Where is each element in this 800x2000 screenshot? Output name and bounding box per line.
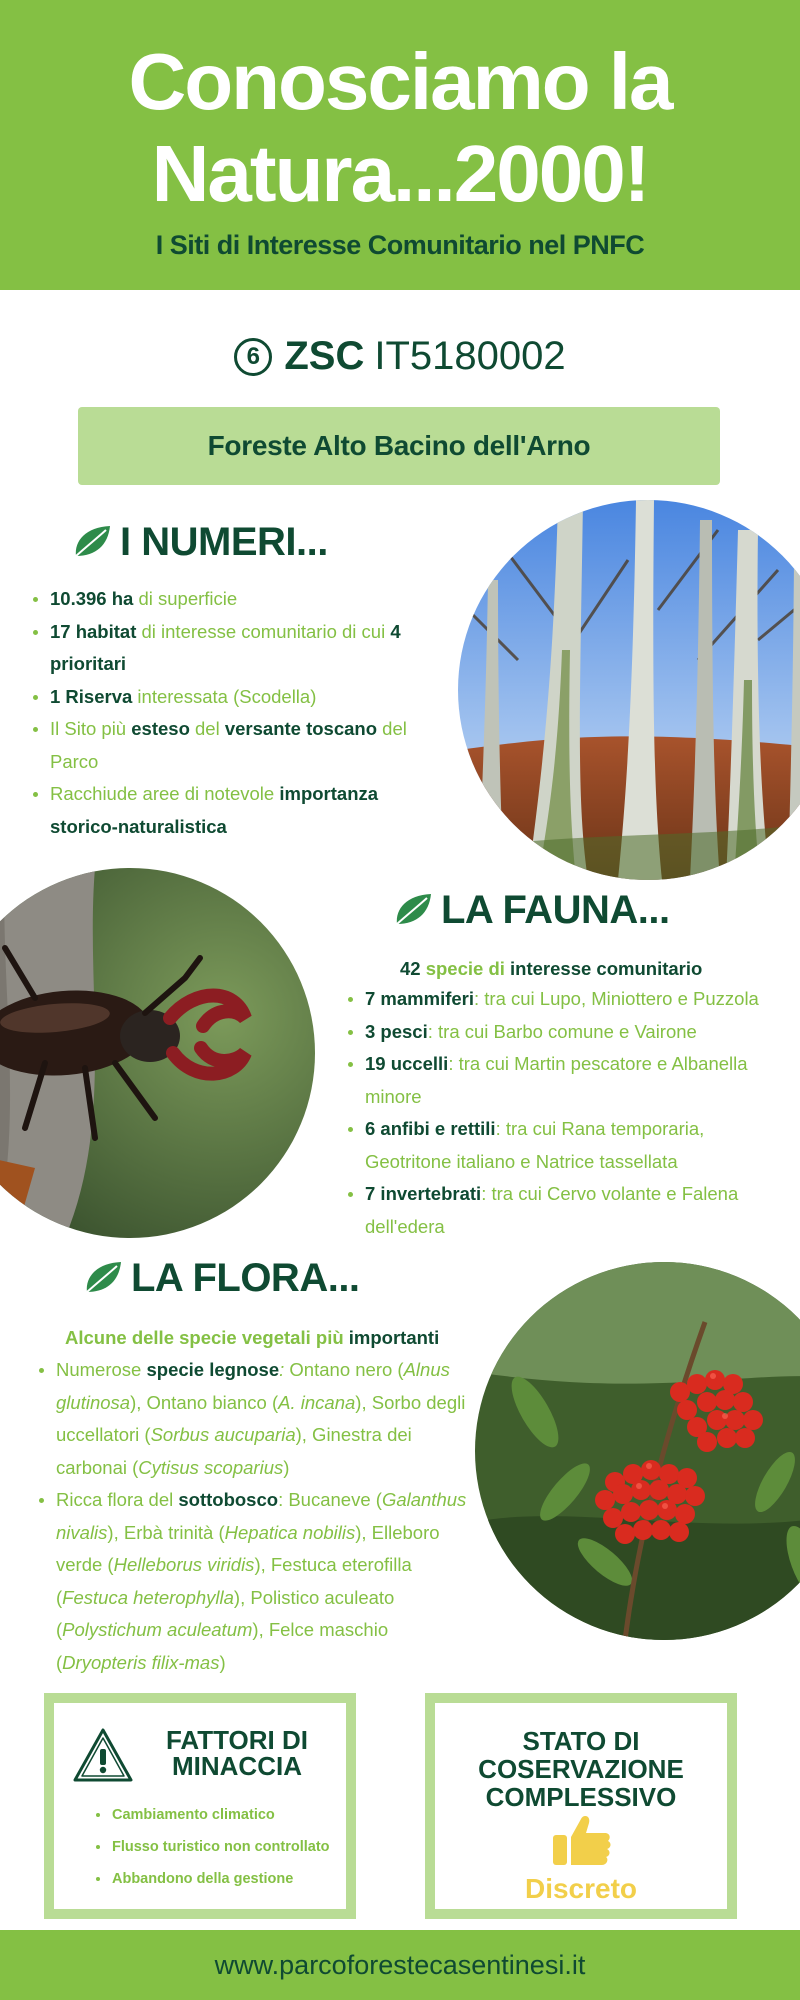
text-segment: di interesse comunitario di cui <box>136 620 391 642</box>
text-segment: : <box>279 1359 290 1380</box>
site-name-box: Foreste Alto Bacino dell'Arno <box>78 407 720 485</box>
text-segment: Sorbus aucuparia <box>150 1424 296 1445</box>
flora-title <box>83 1256 360 1301</box>
site-type: ZSC <box>284 334 365 378</box>
rowan-berries-image <box>475 1262 800 1640</box>
site-code-line <box>0 334 800 379</box>
beech-forest-image <box>458 500 800 880</box>
list-item <box>30 616 440 681</box>
text-segment: Ontano nero ( <box>289 1359 404 1380</box>
threat-item: Cambiamento climatico <box>94 1799 354 1831</box>
fauna-intro <box>400 958 702 980</box>
list-item <box>345 1016 785 1049</box>
text-segment: Dryopteris filix-mas <box>62 1651 220 1673</box>
list-item <box>345 983 785 1016</box>
text-segment: : tra cui Rana temporaria, Geotritone italiano e Natrice tassellata <box>365 1118 705 1172</box>
text-segment: ), Felce maschio ( <box>56 1619 389 1673</box>
threats-box <box>44 1693 356 1919</box>
text-segment: : tra cui Cervo volante e Falena dell'edera <box>365 1183 739 1237</box>
leaf-icon <box>393 891 433 927</box>
text-segment: ), Elleboro verde ( <box>56 1521 440 1575</box>
text-segment: del Parco <box>50 718 407 772</box>
text-segment: Cytisus scoparius <box>138 1456 284 1478</box>
list-item <box>30 583 440 616</box>
text-segment: sottobosco <box>178 1489 279 1510</box>
fauna-list <box>345 983 785 1243</box>
text-segment: ) <box>283 1456 290 1478</box>
text-segment: ), Polistico aculeato ( <box>56 1586 395 1640</box>
stag-beetle-image <box>0 868 315 1238</box>
text-segment: Racchiude aree di notevole <box>50 783 280 804</box>
status-value: Discreto <box>524 1873 638 1904</box>
list-item <box>345 1048 785 1113</box>
text-segment: di superficie <box>133 588 238 609</box>
text-segment: interessata (Scodella) <box>132 685 317 707</box>
text-segment: 10.396 ha <box>50 588 134 609</box>
flora-intro <box>65 1327 439 1349</box>
text-segment: del <box>189 718 225 739</box>
text-segment: Galanthus nivalis <box>56 1489 467 1543</box>
page-subtitle: I Siti di Interesse Comunitario nel PNFC <box>155 230 645 260</box>
list-item <box>30 778 440 843</box>
list-item <box>345 1113 785 1178</box>
thumbs-up-icon <box>551 1811 613 1867</box>
text-segment: ), Ontano bianco ( <box>130 1391 279 1413</box>
numeri-title <box>72 520 328 565</box>
list-item <box>36 1354 481 1484</box>
text-segment: importanza storico-naturalistica <box>50 783 379 837</box>
text-segment: specie legnose <box>146 1359 280 1380</box>
status-title <box>435 1727 727 1811</box>
threats-title-line2: MINACCIA <box>172 1751 302 1781</box>
forest-photo <box>458 500 800 880</box>
page-title-line1: Conosciamo la <box>128 37 672 126</box>
threats-list <box>94 1799 354 1895</box>
list-item <box>36 1484 481 1679</box>
text-segment: A. incana <box>278 1391 356 1413</box>
text-segment: Hepatica nobilis <box>224 1521 356 1543</box>
status-title-line3: COMPLESSIVO <box>485 1782 677 1812</box>
threat-item: Abbandono della gestione <box>94 1863 354 1895</box>
list-item <box>345 1178 785 1243</box>
text-segment: Il Sito più <box>50 718 132 739</box>
text-segment: 19 uccelli <box>365 1053 449 1074</box>
text-segment: Numerose <box>56 1359 147 1380</box>
site-code: IT5180002 <box>374 334 566 378</box>
text-segment: Alcune delle specie vegetali più <box>65 1327 349 1348</box>
text-segment: Festuca heterophylla <box>62 1586 234 1608</box>
list-item <box>30 713 440 778</box>
text-segment: : Bucaneve ( <box>278 1489 382 1510</box>
fauna-title <box>393 888 670 933</box>
text-segment: 42 <box>400 958 421 979</box>
text-segment: 4 prioritari <box>50 620 401 674</box>
text-segment: 3 pesci <box>365 1020 428 1042</box>
text-segment: interesse comunitario <box>510 958 703 979</box>
text-segment: 1 Riserva <box>50 685 133 707</box>
text-segment: : tra cui Lupo, Miniottero e Puzzola <box>474 988 759 1009</box>
text-segment: Alnus glutinosa <box>56 1359 450 1413</box>
text-segment: Polystichum aculeatum <box>62 1619 253 1640</box>
text-segment: ), Festuca eterofilla ( <box>56 1554 412 1608</box>
fauna-title-text: LA FAUNA... <box>441 888 670 932</box>
text-segment: ), Sorbo degli uccellatori ( <box>56 1391 466 1445</box>
threat-item: Flusso turistico non controllato <box>94 1831 354 1863</box>
rowan-photo <box>475 1262 800 1640</box>
site-number-badge: 6 <box>234 338 272 376</box>
footer-url-link[interactable]: www.parcoforestecasentinesi.it <box>214 1950 586 1980</box>
leaf-icon <box>72 523 112 559</box>
text-segment: esteso <box>131 718 190 739</box>
text-segment: 6 anfibi e rettili <box>365 1118 496 1139</box>
status-box <box>425 1693 737 1919</box>
numeri-list <box>30 583 440 843</box>
text-segment: : tra cui Martin pescatore e Albanella minore <box>365 1053 748 1107</box>
text-segment: Helleborus viridis <box>113 1554 255 1575</box>
flora-title-text: LA FLORA... <box>131 1256 360 1300</box>
warning-icon <box>72 1727 134 1783</box>
status-title-line1: STATO DI <box>522 1726 640 1756</box>
threats-title <box>142 1727 332 1779</box>
status-title-line2: COSERVAZIONE <box>478 1754 684 1784</box>
text-segment: 7 invertebrati <box>365 1183 482 1204</box>
header-banner <box>0 0 800 290</box>
text-segment: 7 mammiferi <box>365 988 474 1009</box>
text-segment: versante toscano <box>224 718 378 739</box>
leaf-icon <box>83 1259 123 1295</box>
text-segment: : tra cui Barbo comune e Vairone <box>427 1020 697 1042</box>
beetle-photo <box>0 868 315 1238</box>
numeri-title-text: I NUMERI... <box>120 520 328 564</box>
text-segment: ), Ginestra dei carbonai ( <box>56 1424 412 1478</box>
text-segment: importanti <box>348 1327 440 1348</box>
threats-title-line1: FATTORI DI <box>165 1725 309 1755</box>
text-segment: Ricca flora del <box>56 1489 179 1510</box>
text-segment: specie di <box>420 958 511 979</box>
text-segment: ) <box>219 1651 226 1673</box>
footer-banner <box>0 1930 800 2000</box>
text-segment: ), Erbà trinità ( <box>107 1521 225 1543</box>
text-segment: 17 habitat <box>50 620 137 642</box>
page-title <box>0 36 800 220</box>
list-item <box>30 681 440 714</box>
flora-list <box>36 1354 481 1679</box>
page-title-line2: Natura...2000! <box>151 129 649 218</box>
